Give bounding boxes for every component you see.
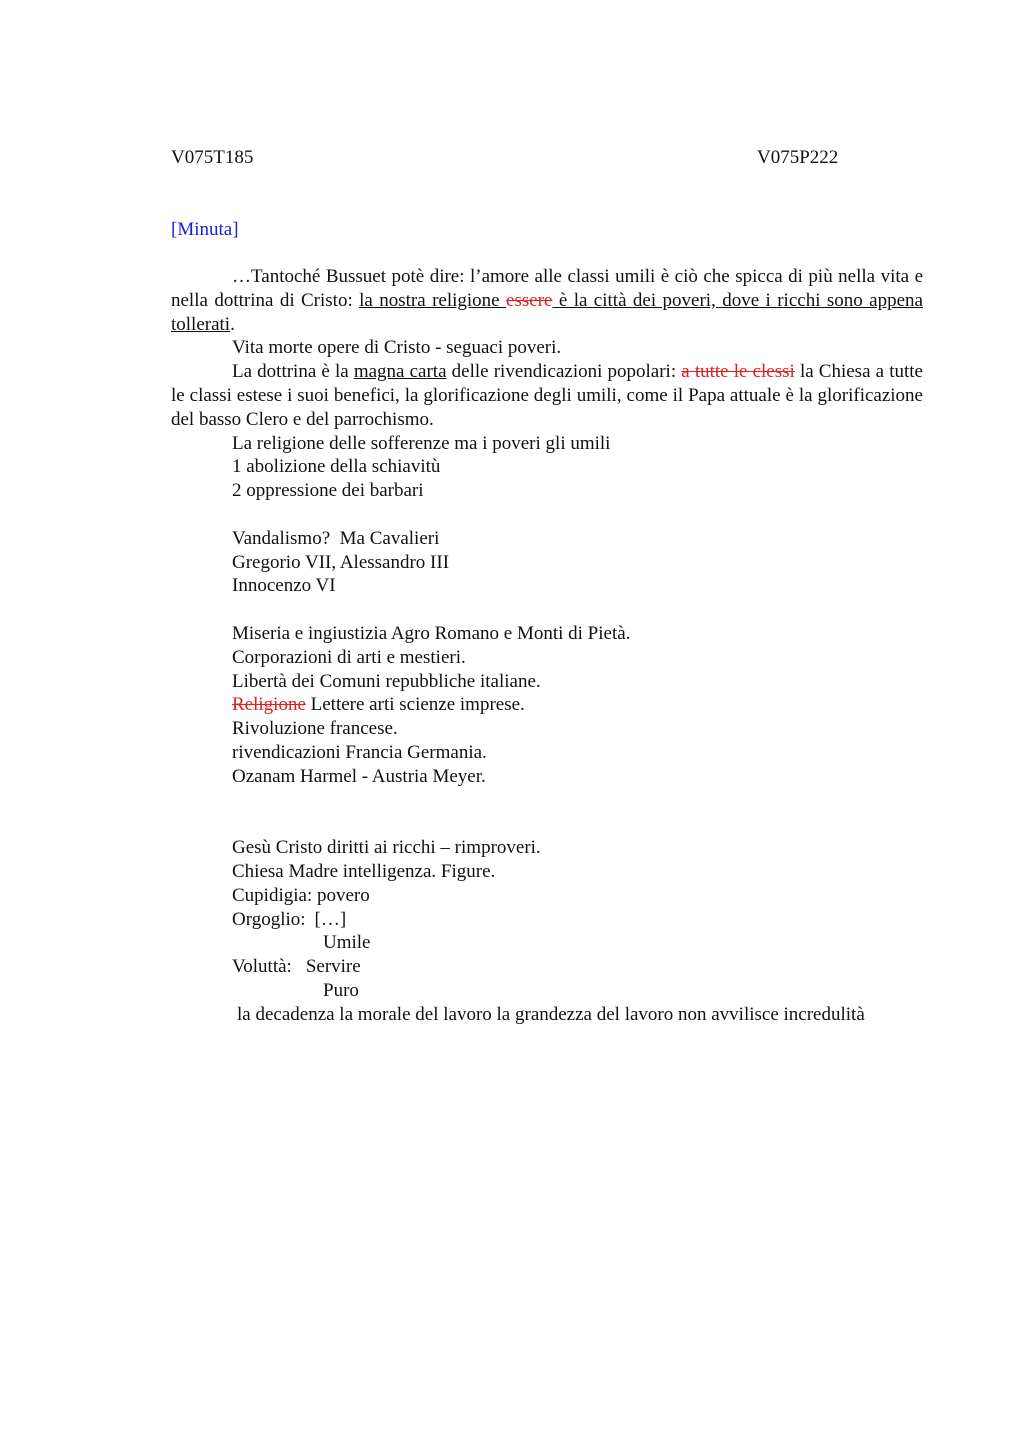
orgoglio-value: […] — [314, 908, 347, 930]
list-item: 2 oppressione dei barbari — [232, 480, 424, 502]
paragraph-bossuet — [171, 265, 923, 336]
line-volutta — [171, 955, 923, 979]
list-item: Gregorio VII, Alessandro III — [232, 551, 450, 573]
list-item: 1 abolizione della schiavitù — [232, 456, 441, 478]
list-item: Cupidigia: povero — [232, 884, 370, 906]
deleted-word: essere — [506, 289, 553, 311]
religione-line-text: Lettere arti scienze imprese. — [305, 694, 525, 716]
document-body — [171, 265, 923, 1027]
document-code-left: V075T185 — [171, 147, 254, 168]
list-item: Corporazioni di arti e mestieri. — [232, 646, 466, 668]
list-item: Gesù Cristo diritti ai ricchi – rimproveri. — [232, 837, 541, 859]
minuta-heading: [Minuta] — [171, 219, 239, 240]
paragraph-dottrina — [171, 360, 923, 431]
paragraph-dottrina-text: La dottrina è la — [232, 361, 354, 383]
list-item: rivendicazioni Francia Germania. — [232, 741, 487, 763]
volutta-value: Servire — [305, 956, 361, 978]
spacer — [171, 503, 923, 527]
list-item: Vandalismo? Ma Cavalieri — [232, 527, 440, 549]
paragraph-dottrina-text-3: la Chiesa a tutte le classi estese i suoi benefici, la glorificazione degli umili, come il Papa attuale è la glorificazione del basso Clero e del parrochismo. — [171, 361, 923, 430]
paragraph-bossuet-end: . — [230, 313, 235, 335]
list-item: Miseria e ingiustizia Agro Romano e Monti di Pietà. — [232, 622, 631, 644]
list-item: La religione delle sofferenze ma i poveri gli umili — [232, 432, 611, 454]
underlined-phrase-cont: è la città dei poveri, dove i ricchi sono appena tollerati — [171, 289, 923, 335]
list-item: Libertà dei Comuni repubbliche italiane. — [232, 670, 541, 692]
line-religione — [171, 693, 923, 717]
paragraph-bossuet-text: …Tantoché Bussuet potè dire: l’amore alle classi umili è ciò che spicca di più nella vita e nella dottrina di Cristo: — [171, 266, 923, 311]
document-code-right: V075P222 — [757, 147, 839, 168]
line-decadenza: la decadenza la morale del lavoro la grandezza del lavoro non avvilisce incredulità — [237, 1003, 865, 1025]
spacer — [171, 598, 923, 622]
line-umile: Umile — [323, 932, 371, 954]
list-item: Innocenzo VI — [232, 575, 336, 597]
line-puro: Puro — [323, 979, 359, 1001]
volutta-label: Voluttà: — [232, 956, 292, 978]
underlined-magna-carta: magna carta — [353, 361, 447, 383]
spacer — [171, 789, 923, 837]
deleted-phrase: a tutte le clessi — [681, 361, 795, 383]
underlined-phrase: la nostra religione — [359, 289, 507, 311]
list-item: Rivoluzione francese. — [232, 718, 398, 740]
line-vita-morte: Vita morte opere di Cristo - seguaci poveri. — [232, 337, 562, 359]
paragraph-dottrina-text-2: delle rivendicazioni popolari: — [446, 361, 682, 383]
list-item: Ozanam Harmel - Austria Meyer. — [232, 765, 486, 787]
line-orgoglio — [171, 908, 923, 932]
list-item: Chiesa Madre intelligenza. Figure. — [232, 860, 496, 882]
orgoglio-label: Orgoglio: — [232, 908, 306, 930]
deleted-religione: Religione — [232, 694, 306, 716]
